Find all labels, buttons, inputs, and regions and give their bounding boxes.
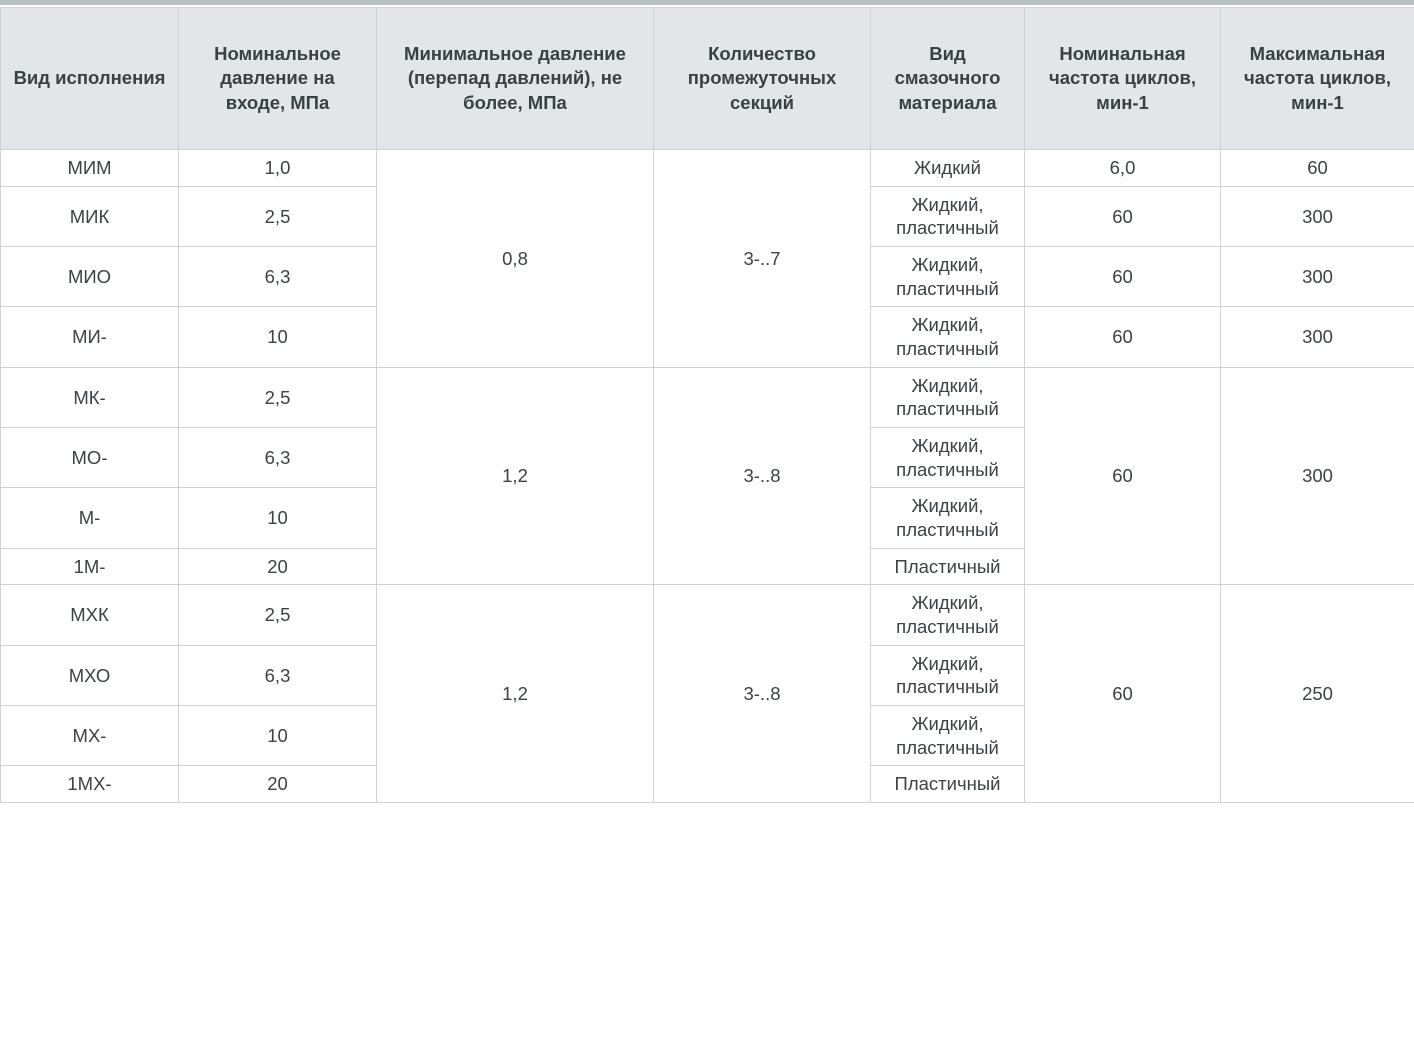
- column-header-sections: Количество промежуточных секций: [654, 8, 871, 150]
- cell-inlet-pressure: 10: [179, 307, 377, 367]
- column-header-kind: Вид исполнения: [1, 8, 179, 150]
- cell-min-pressure: 1,2: [377, 367, 654, 585]
- cell-max-frequency: 300: [1221, 307, 1414, 367]
- cell-lubricant: Жидкий, пластичный: [871, 706, 1025, 766]
- cell-lubricant: Жидкий: [871, 150, 1025, 187]
- cell-lubricant: Жидкий, пластичный: [871, 186, 1025, 246]
- cell-kind: МК-: [1, 367, 179, 427]
- page-top-rule: [0, 0, 1414, 5]
- cell-inlet-pressure: 2,5: [179, 367, 377, 427]
- cell-lubricant: Пластичный: [871, 548, 1025, 585]
- table-row: [1, 150, 1414, 187]
- cell-lubricant: Жидкий, пластичный: [871, 367, 1025, 427]
- cell-max-frequency: 300: [1221, 247, 1414, 307]
- cell-nominal-frequency: 60: [1025, 367, 1221, 585]
- cell-inlet-pressure: 6,3: [179, 247, 377, 307]
- cell-kind: МХ-: [1, 706, 179, 766]
- column-header-max-frequency: Максимальная частота циклов, мин-1: [1221, 8, 1414, 150]
- cell-kind: МИО: [1, 247, 179, 307]
- cell-inlet-pressure: 20: [179, 548, 377, 585]
- specification-table: [0, 7, 1414, 803]
- cell-lubricant: Жидкий, пластичный: [871, 307, 1025, 367]
- table-row: [1, 367, 1414, 427]
- table-header: [1, 8, 1414, 150]
- cell-kind: МИ-: [1, 307, 179, 367]
- cell-inlet-pressure: 6,3: [179, 645, 377, 705]
- cell-nominal-frequency: 60: [1025, 585, 1221, 803]
- cell-lubricant: Пластичный: [871, 766, 1025, 803]
- cell-lubricant: Жидкий, пластичный: [871, 585, 1025, 645]
- table-header-row: [1, 8, 1414, 150]
- column-header-min-pressure: Минимальное давление (перепад давлений), не более, МПа: [377, 8, 654, 150]
- cell-lubricant: Жидкий, пластичный: [871, 645, 1025, 705]
- cell-min-pressure: 0,8: [377, 150, 654, 368]
- cell-max-frequency: 60: [1221, 150, 1414, 187]
- cell-max-frequency: 300: [1221, 186, 1414, 246]
- cell-kind: 1М-: [1, 548, 179, 585]
- column-header-nominal-frequency: Номинальная частота циклов, мин-1: [1025, 8, 1221, 150]
- cell-lubricant: Жидкий, пластичный: [871, 428, 1025, 488]
- cell-kind: МИМ: [1, 150, 179, 187]
- cell-inlet-pressure: 2,5: [179, 186, 377, 246]
- cell-lubricant: Жидкий, пластичный: [871, 488, 1025, 548]
- cell-inlet-pressure: 10: [179, 488, 377, 548]
- cell-sections: 3-..8: [654, 585, 871, 803]
- cell-kind: 1МХ-: [1, 766, 179, 803]
- cell-kind: МХО: [1, 645, 179, 705]
- cell-inlet-pressure: 20: [179, 766, 377, 803]
- cell-nominal-frequency: 60: [1025, 307, 1221, 367]
- cell-nominal-frequency: 60: [1025, 247, 1221, 307]
- cell-nominal-frequency: 6,0: [1025, 150, 1221, 187]
- table-row: [1, 585, 1414, 645]
- cell-kind: М-: [1, 488, 179, 548]
- cell-max-frequency: 300: [1221, 367, 1414, 585]
- cell-lubricant: Жидкий, пластичный: [871, 247, 1025, 307]
- cell-inlet-pressure: 10: [179, 706, 377, 766]
- cell-inlet-pressure: 1,0: [179, 150, 377, 187]
- column-header-lubricant: Вид смазочного материала: [871, 8, 1025, 150]
- cell-sections: 3-..7: [654, 150, 871, 368]
- table-body: [1, 150, 1414, 803]
- cell-min-pressure: 1,2: [377, 585, 654, 803]
- column-header-inlet-pressure: Номинальное давление на входе, МПа: [179, 8, 377, 150]
- cell-nominal-frequency: 60: [1025, 186, 1221, 246]
- cell-kind: МО-: [1, 428, 179, 488]
- cell-kind: МХК: [1, 585, 179, 645]
- cell-sections: 3-..8: [654, 367, 871, 585]
- cell-kind: МИК: [1, 186, 179, 246]
- cell-max-frequency: 250: [1221, 585, 1414, 803]
- cell-inlet-pressure: 2,5: [179, 585, 377, 645]
- cell-inlet-pressure: 6,3: [179, 428, 377, 488]
